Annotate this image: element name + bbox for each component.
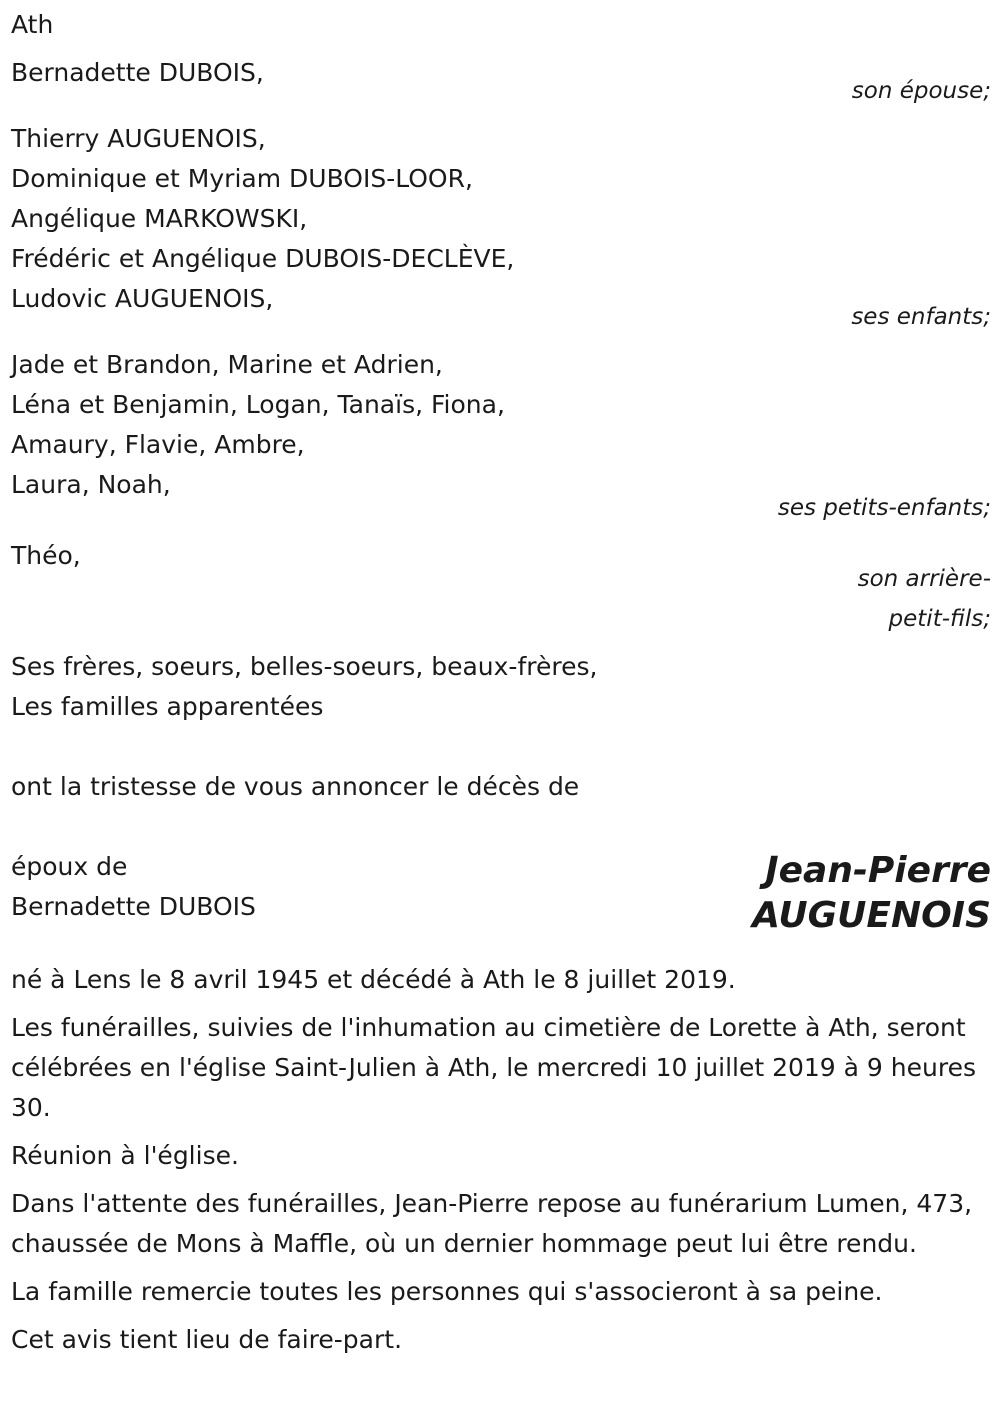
spouse-name: Bernadette DUBOIS, [11, 58, 264, 87]
spouse-role: son épouse; [851, 78, 991, 104]
spouse-block [11, 53, 991, 111]
deceased-first-name: Jean-Pierre [765, 850, 991, 891]
family-line: Ses frères, soeurs, belles-soeurs, beaux-frères, [11, 652, 598, 681]
meeting-paragraph: Réunion à l'église. [11, 1141, 239, 1170]
funerarium-paragraph: Dans l'attente des funérailles, Jean-Pierre repose au funérarium Lumen, 473, chaussée de Mons à Maffle, où un dernier hommage peut lui être rendu. [11, 1189, 973, 1258]
location: Ath [11, 10, 54, 39]
birth-death-paragraph: né à Lens le 8 avril 1945 et décédé à Ath le 8 juillet 2019. [11, 965, 736, 994]
grandchild-name: Jade et Brandon, Marine et Adrien, [11, 350, 443, 379]
greatgrandchild-name: Théo, [11, 541, 81, 570]
deceased-name [752, 848, 991, 938]
notice-paragraph: Cet avis tient lieu de faire-part. [11, 1325, 403, 1354]
children-role: ses enfants; [851, 304, 991, 330]
obituary-notice [11, 5, 991, 1368]
grandchild-name: Léna et Benjamin, Logan, Tanaïs, Fiona, [11, 390, 505, 419]
deceased-block [11, 847, 991, 938]
greatgrandchild-role-line-1: son arrière- [857, 566, 991, 592]
funeral-paragraph: Les funérailles, suivies de l'inhumation au cimetière de Lorette à Ath, seront célébrées en l'église Saint-Julien à Ath, le mercredi 10 juillet 2019 à 9 heures 30. [11, 1013, 976, 1122]
deceased-last-name: AUGUENOIS [752, 895, 991, 936]
deceased-relation-line: époux de [11, 852, 128, 881]
details-block [11, 960, 991, 1360]
deceased-relation-line: Bernadette DUBOIS [11, 892, 256, 921]
grandchild-name: Amaury, Flavie, Ambre, [11, 430, 305, 459]
family-line: Les familles apparentées [11, 692, 324, 721]
grandchildren-role: ses petits-enfants; [777, 495, 991, 521]
family-block [11, 647, 991, 727]
child-name: Thierry AUGUENOIS, [11, 124, 266, 153]
greatgrandchild-role-line-2: petit-fils; [888, 606, 991, 632]
greatgrandchild-block [11, 536, 991, 639]
thanks-paragraph: La famille remercie toutes les personnes qui s'associeront à sa peine. [11, 1277, 883, 1306]
grandchild-name: Laura, Noah, [11, 470, 171, 499]
announcement: ont la tristesse de vous annoncer le décès de [11, 772, 580, 801]
child-name: Dominique et Myriam DUBOIS-LOOR, [11, 164, 473, 193]
grandchildren-block [11, 345, 991, 528]
child-name: Frédéric et Angélique DUBOIS-DECLÈVE, [11, 244, 515, 273]
child-name: Angélique MARKOWSKI, [11, 204, 308, 233]
children-block [11, 119, 991, 337]
child-name: Ludovic AUGUENOIS, [11, 284, 274, 313]
deceased-relation [11, 847, 256, 927]
